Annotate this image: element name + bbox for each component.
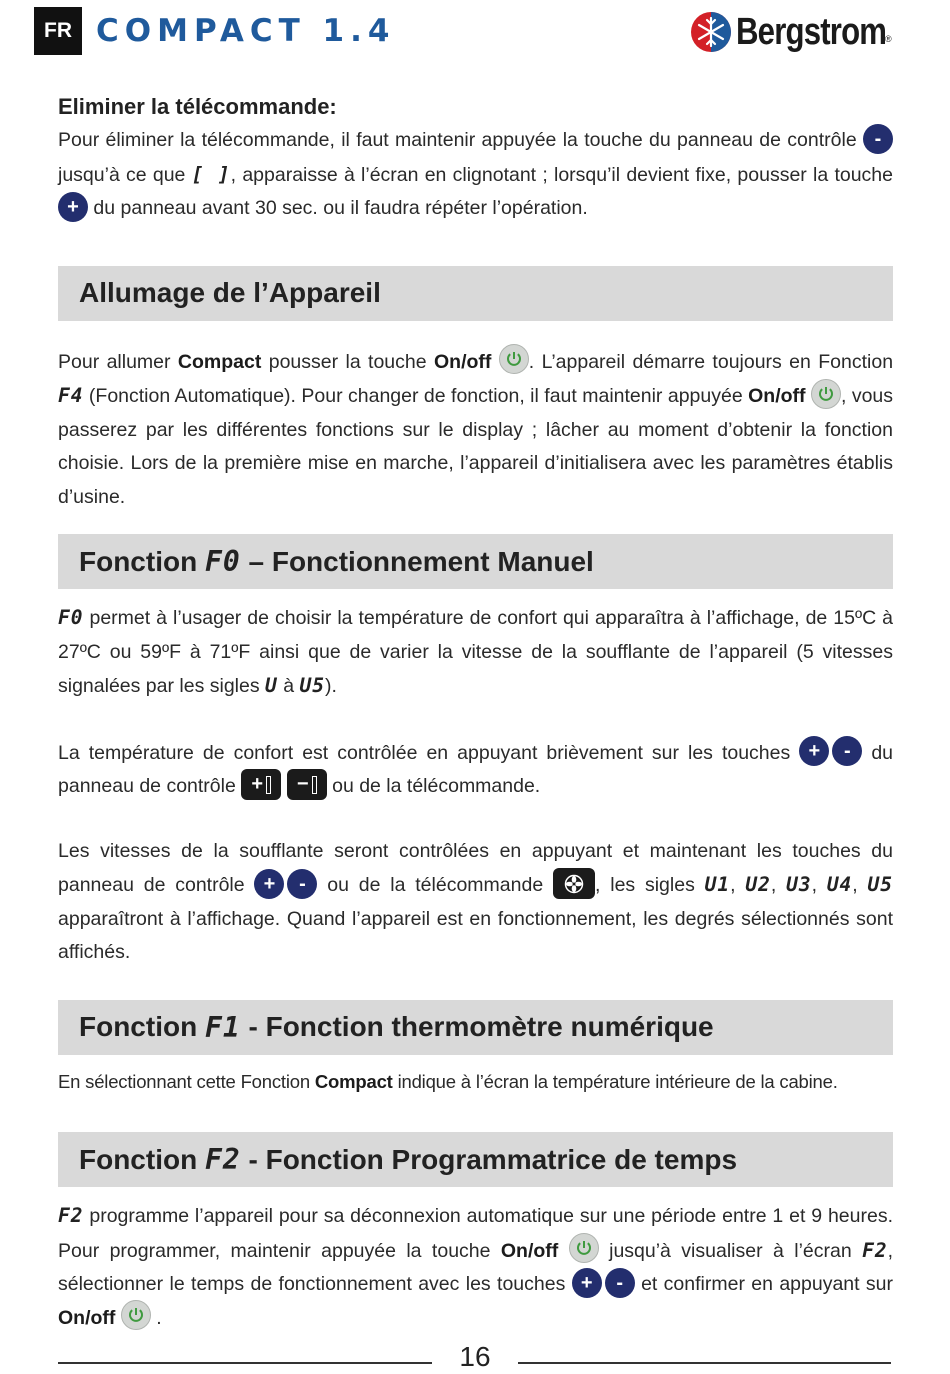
- remote-minus-icon: −: [287, 769, 327, 800]
- display-bracket-symbol: [ ]: [191, 162, 231, 186]
- paragraph-f0-description: F0 permet à l’usager de choisir la température de confort qui apparaîtra à l’affichage, de 15ºC à 27ºC ou 59ºF à 71ºF ainsi que de varier la vitesse de la soufflante de l’appareil (5 vitesses signalées par les sigles U à U5).: [58, 606, 893, 697]
- paragraph-fan-speed: Les vitesses de la soufflante seront contrôlées en appuyant et maintenant les touches du panneau de contrôle + - ou de la télécommande , les sigles U1, U2, U3, U4, U5 apparaîtront à l’affichage. Quand l’appareil est en fonctionnement, les degrés sélectionnés sont affichés.: [58, 839, 894, 963]
- brand-name: Bergstrom: [736, 10, 887, 53]
- minus-button-icon: -: [832, 736, 862, 766]
- display-symbol-u3: U3: [786, 873, 812, 896]
- paragraph-temperature-control: La température de confort est contrôlée en appuyant brièvement sur les touches + - du panneau de contrôle + − ou de la télécommande.: [58, 737, 893, 804]
- section-header-power-on: Allumage de l’Appareil: [58, 266, 893, 321]
- display-symbol-u2: U2: [745, 873, 771, 896]
- display-symbol-u4: U4: [826, 873, 853, 896]
- display-symbol-f2: F2: [204, 1143, 241, 1176]
- plus-button-icon: +: [799, 736, 829, 766]
- language-label: FR: [44, 19, 72, 42]
- plus-button-icon: +: [254, 869, 284, 899]
- minus-button-icon: -: [863, 124, 893, 154]
- plus-button-icon: +: [572, 1268, 602, 1298]
- snowflake-icon: [690, 11, 732, 53]
- footer-rule-left: [58, 1362, 432, 1364]
- paragraph-f1: En sélectionnant cette Fonction Compact indique à l’écran la température intérieure de la cabine.: [58, 1070, 838, 1092]
- display-symbol-f0: F0: [58, 606, 84, 629]
- power-icon: [811, 379, 841, 409]
- minus-button-icon: -: [287, 869, 317, 899]
- product-title: COMPACT 1.4: [96, 13, 396, 49]
- brand-logo: [690, 8, 919, 56]
- power-icon: [569, 1233, 599, 1263]
- display-symbol-f1: F1: [204, 1010, 241, 1044]
- display-symbol-f2: F2: [58, 1204, 84, 1227]
- section-header-f0: Fonction F0 – Fonctionnement Manuel: [58, 534, 893, 589]
- section-header-f1: Fonction F1 - Fonction thermomètre numérique: [58, 1000, 893, 1055]
- minus-button-icon: -: [605, 1268, 635, 1298]
- language-badge: [34, 7, 82, 55]
- page-content: [58, 90, 893, 1335]
- paragraph-f2: F2 programme l’appareil pour sa déconnexion automatique sur une période entre 1 et 9 heures. Pour programmer, maintenir appuyée la touche On/off jusqu’à visualiser à l’écran F2, sélectionner le temps de fonctionnement avec les touches + - et confirmer en appuyant sur On/off .: [58, 1204, 894, 1329]
- display-symbol-u: U: [265, 674, 278, 697]
- display-symbol-u5: U5: [299, 674, 325, 697]
- footer-rule-right: [518, 1362, 891, 1364]
- heading-remove-remote: Eliminer la télécommande:: [58, 94, 337, 119]
- plus-button-icon: +: [58, 192, 88, 222]
- display-symbol-f4: F4: [58, 384, 84, 407]
- power-icon: [121, 1300, 151, 1330]
- fan-icon: [553, 868, 595, 899]
- display-symbol-u1: U1: [704, 873, 731, 896]
- registered-mark: ®: [885, 34, 892, 44]
- display-symbol-f0: F0: [204, 545, 241, 578]
- remote-plus-icon: +: [241, 769, 281, 800]
- display-symbol-f2: F2: [862, 1238, 888, 1262]
- section-header-f2: Fonction F2 - Fonction Programmatrice de temps: [58, 1132, 893, 1187]
- power-icon: [499, 344, 529, 374]
- display-symbol-u5: U5: [867, 873, 894, 896]
- paragraph-remove-remote: Pour éliminer la télécommande, il faut maintenir appuyée la touche du panneau de contrôle - jusqu’à ce que [ ], apparaisse à l’écran en clignotant ; lorsqu’il devient fixe, pousser la touche + du panneau avant 30 sec. ou il faudra répéter l’opération.: [58, 124, 893, 226]
- paragraph-power-on: Pour allumer Compact pousser la touche On/off . L’appareil démarre toujours en Fonction F4 (Fonction Automatique). Pour changer de fonction, il faut maintenir appuyée On/off , vous passerez par les différentes fonctions sur le display ; lâcher au moment d’obtenir la fonction choisie. Lors de la première mise en marche, l’appareil d’initialisera avec les paramètres établis d’usine.: [58, 346, 893, 515]
- page-number: 16: [459, 1341, 491, 1372]
